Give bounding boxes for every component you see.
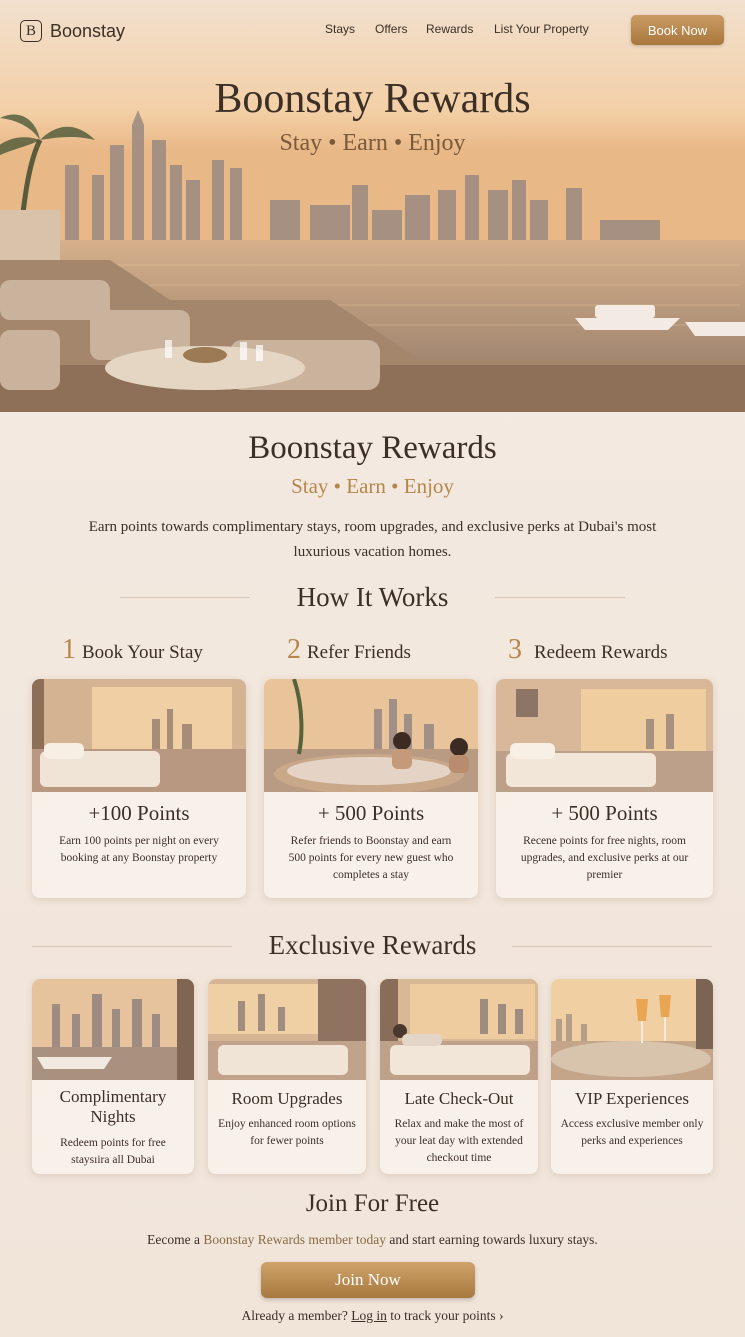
step-2-heading: [287, 634, 411, 666]
reward-title: Late Check-Out: [404, 1089, 514, 1108]
step-points: + 500 Points: [551, 801, 658, 825]
reward-card-complimentary-nights[interactable]: [32, 979, 194, 1174]
exclusive-rewards-title: Exclusive Rewards: [268, 930, 477, 960]
divider-right: [495, 597, 625, 598]
login-prompt: [0, 1308, 745, 1324]
join-desc-highlight: Boonstay Rewards member today: [203, 1232, 386, 1247]
reward-description: Access exclusive member only perks and experiences: [560, 1118, 704, 1147]
step-3-heading: [508, 634, 667, 666]
reward-card-vip-experiences[interactable]: [551, 979, 713, 1174]
step-card-book[interactable]: [32, 679, 246, 898]
rewards-description: Earn points towards complimentary stays, room upgrades, and exclusive perks at Dubai's most luxurious vacation homes.: [88, 519, 657, 560]
reward-card-late-checkout[interactable]: [380, 979, 538, 1174]
step-description: Recene points for free nights, room upgrades, and exclusive perks at our premier: [520, 835, 689, 881]
brand-logo[interactable]: [20, 20, 125, 42]
rewards-subtitle: Stay • Earn • Enjoy: [291, 474, 454, 498]
marina-image: [32, 979, 194, 1080]
upgraded-room-image: [208, 979, 366, 1080]
nav-link-rewards[interactable]: Rewards: [426, 22, 474, 36]
book-now-button[interactable]: Book Now: [631, 15, 724, 45]
step-points: +100 Points: [88, 801, 190, 825]
reward-description: Relax and make the most of your leat day with extended checkout time: [394, 1118, 524, 1164]
step-description: Refer friends to Boonstay and earn 500 points for every new guest who completes a stay: [288, 835, 454, 881]
step-number: 2: [287, 634, 301, 665]
step-card-redeem[interactable]: [496, 679, 713, 898]
join-desc-suffix: and start earning towards luxury stays.: [385, 1232, 598, 1247]
login-suffix: to track your points ›: [386, 1308, 504, 1323]
step-label: Redeem Rewards: [534, 642, 668, 663]
reward-title: Room Upgrades: [231, 1089, 343, 1108]
step-label: Refer Friends: [307, 642, 411, 663]
reward-title: VIP Experiences: [574, 1089, 690, 1108]
reward-title: Complimentary Nights: [59, 1087, 167, 1126]
suite-image: [496, 679, 713, 792]
hot-tub-image: [264, 679, 478, 792]
hero-subtitle: Stay • Earn • Enjoy: [279, 130, 466, 156]
join-title: Join For Free: [305, 1190, 440, 1217]
nav-link-stays[interactable]: Stays: [325, 22, 356, 36]
top-navigation: [0, 0, 745, 62]
join-now-button[interactable]: Join Now: [261, 1262, 475, 1298]
rewards-title: Boonstay Rewards: [248, 430, 497, 466]
step-label: Book Your Stay: [82, 642, 203, 663]
reward-description: Enjoy enhanced room options for fewer points: [218, 1118, 356, 1147]
nav-link-offers[interactable]: Offers: [375, 22, 408, 36]
logo-b-icon: B: [20, 20, 42, 42]
step-card-refer[interactable]: [264, 679, 478, 898]
step-number: 3: [508, 634, 522, 665]
join-desc-prefix: Eecome a: [147, 1232, 204, 1247]
champagne-image: [551, 979, 713, 1080]
step-description: Earn 100 points per night on every booking at any Boonstay property: [59, 835, 219, 864]
reward-card-room-upgrades[interactable]: [208, 979, 366, 1174]
hero-title: Boonstay Rewards: [214, 76, 531, 122]
logo-text: Boonstay: [50, 20, 126, 41]
bedroom-image: [32, 679, 246, 792]
lounging-guest-image: [380, 979, 538, 1080]
step-number: 1: [62, 634, 76, 665]
step-1-heading: [62, 634, 203, 666]
divider-right: [512, 946, 712, 947]
login-link[interactable]: Log in: [351, 1308, 387, 1323]
login-prefix: Already a member?: [241, 1308, 352, 1323]
join-description: [0, 1232, 745, 1248]
nav-link-list-property[interactable]: List Your Property: [494, 22, 589, 36]
step-points: + 500 Points: [317, 801, 425, 825]
hero-banner: [0, 0, 745, 412]
reward-description: Redeem points for free staysıira all Dubai: [60, 1137, 166, 1166]
how-it-works-title: How It Works: [296, 582, 449, 612]
